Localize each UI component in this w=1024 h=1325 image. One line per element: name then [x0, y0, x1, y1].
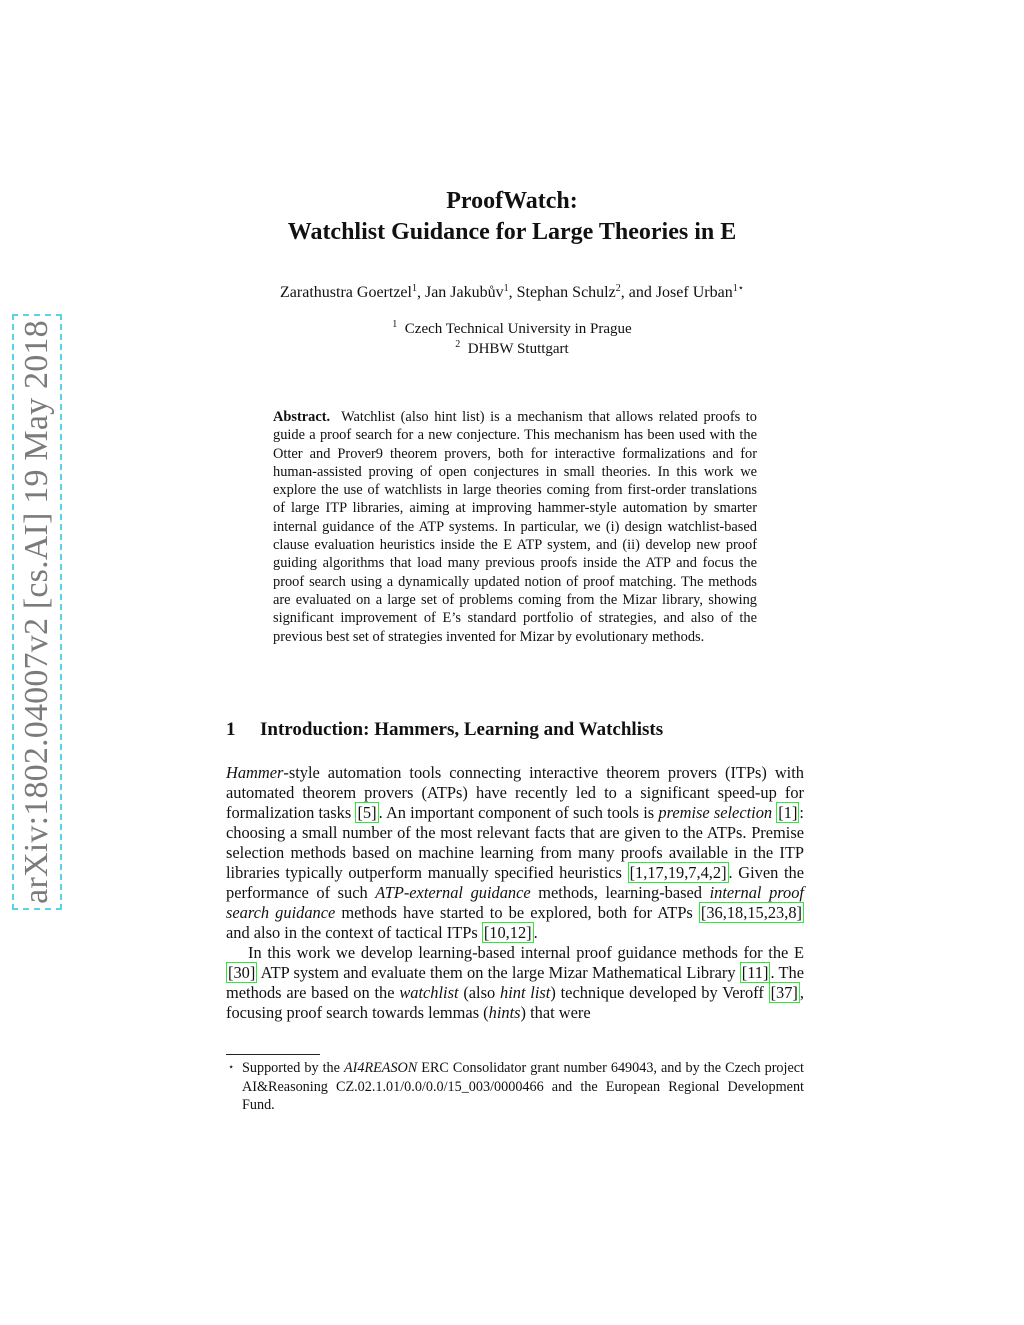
citation-link[interactable]: [1] [778, 803, 798, 822]
paper-title-line2: Watchlist Guidance for Large Theories in E [287, 219, 737, 245]
citation-link[interactable]: [10,12] [483, 923, 532, 942]
affiliation: $^1$ Czech Technical University in Prague [392, 319, 632, 337]
section-heading [226, 719, 663, 741]
author: Stephan Schulz$^2$, and [516, 283, 656, 301]
citation-link[interactable]: [5] [357, 803, 377, 822]
author: Jan Jakubův$^1$, [424, 283, 517, 301]
section-number: 1 [226, 719, 236, 740]
author-list [0, 283, 1024, 302]
author: Zarathustra Goertzel$^1$, [280, 283, 425, 301]
footnote: ⋆ Supported by the AI4REASON ERC Consolidator grant number 649043, and by the Czech project AI&Reasoning CZ.02.1.01/0.0/0.0/15_003/0000466 and the European Regional Development Fund. [228, 1060, 804, 1113]
footnote-mark: ⋆ [228, 1062, 235, 1073]
paper-title-line1: ProofWatch: [446, 188, 578, 214]
section-title: Introduction: Hammers, Learning and Watchlists [260, 719, 664, 740]
footnote-divider [226, 1054, 320, 1055]
citation-link[interactable]: [1,17,19,7,4,2] [629, 863, 727, 882]
abstract-label: Abstract. [273, 409, 331, 425]
body-text [226, 763, 804, 1023]
abstract-text: Watchlist (also hint list) is a mechanism that allows related proofs to guide a proof search for a new conjecture. This mechanism has been used with the Otter and Prover9 theorem provers, both for interactive formalizations and for human-assisted proving of open conjectures in small theories. In this work we explore the use of watchlists in large theories coming from first-order translations of large ITP libraries, aiming at improving hammer-style automation by smarter internal guidance of the ATP systems. In particular, we (i) design watchlist-based clause evaluation heuristics inside the E ATP system, and (ii) develop new proof guiding algorithms that load many previous proofs inside the ATP and focus the proof search using a dynamically updated notion of proof matching. The methods are evaluated on a large set of problems coming from the Mizar library, showing significant improvement of E’s standard portfolio of strategies, and also of the previous best set of strategies invented for Mizar by evolutionary methods. [273, 409, 757, 645]
affiliation: $^2$ DHBW Stuttgart [455, 339, 569, 357]
citation-link[interactable]: [37] [770, 983, 798, 1002]
author: Josef Urban$^{1⋆}$ [655, 283, 744, 301]
citation-link[interactable]: [11] [741, 963, 769, 982]
arxiv-stamp [12, 314, 62, 910]
citation-link[interactable]: [36,18,15,23,8] [700, 903, 802, 922]
abstract [273, 408, 757, 646]
arxiv-id: arXiv:1802.04007v2 [cs.AI] 19 May 2018 [18, 320, 55, 904]
paragraph: In this work we develop learning-based internal proof guidance methods for the E [30] ATP system and evaluate them on the large Mizar Mathematical Library [11] . The methods are based on the watchlist (also hint list) technique developed by Veroff [37] , focusing proof search towards lemmas (hints) that were [226, 943, 805, 1022]
paragraph: Hammer-style automation tools connecting interactive theorem provers (ITPs) with automated theorem provers (ATPs) have recently led to a significant speed-up for formalization tasks [5] . An important component of such tools is premise selection [1] : choosing a small number of the most relevant facts that are given to the ATPs. Premise selection methods based on machine learning from many proofs available in the ITP libraries typically outperform manually specified heuristics [1,17,19,7,4,2] . Given the performance of such ATP-external guidance methods, learning-based internal proof search guidance methods have started to be explored, both for ATPs [36,18,15,23,8] and also in the context of tactical ITPs [10,12] . [226, 763, 804, 942]
citation-link[interactable]: [30] [228, 963, 256, 982]
